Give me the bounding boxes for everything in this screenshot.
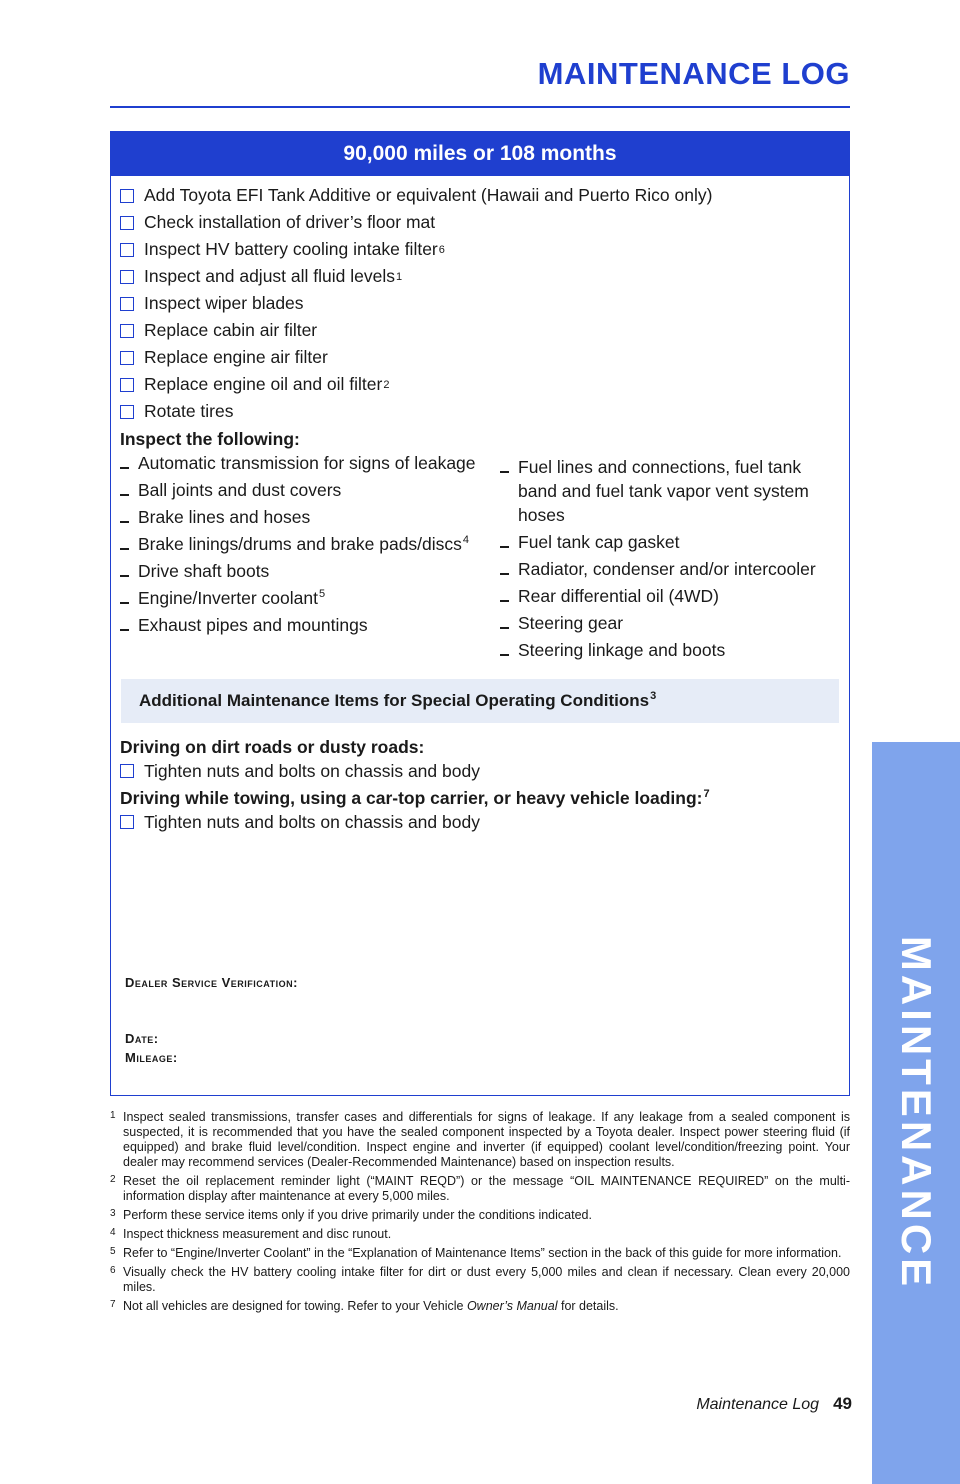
inspect-item (120, 505, 500, 529)
footnote-text: Inspect sealed transmissions, transfer cases and differentials for signs of leakage. If any leakage from a sealed component is suspected, it is recommended that you have the sealed component inspected by a Toyota dealer. Inspect power steering fluid (if equipped) and brake fluid level/condition. Inspect engine and inverter (if equipped) coolant level/condition/freezing point. Your dealer may recommend services (Dealer-Recommended Maintenance) based on inspection results. (123, 1110, 850, 1169)
page-footer (696, 1394, 852, 1414)
condition-heading (111, 786, 849, 810)
task-label: Tighten nuts and bolts on chassis and body (144, 760, 480, 781)
task-item: Inspect and adjust all fluid levels 1 (120, 263, 849, 290)
section-side-tab (872, 742, 960, 1484)
footnote-number: 6 (110, 1265, 116, 1276)
task-label: Replace cabin air filter (144, 320, 318, 340)
footnote (110, 1110, 850, 1170)
footnote-text: Reset the oil replacement reminder light (“MAINT REQD”) or the message “OIL MAINTENANCE REQUIRED” on the multi-information display after maintenance at every 5,000 miles. (123, 1174, 850, 1203)
dash-marker (120, 494, 129, 496)
inspect-item (120, 451, 500, 475)
page-title: MAINTENANCE LOG (537, 56, 850, 91)
task-item: Inspect HV battery cooling intake filter 6 (120, 236, 849, 263)
task-checkbox[interactable] (120, 324, 134, 338)
footnote (110, 1299, 850, 1314)
task-item (120, 182, 849, 209)
inspect-label: Radiator, condenser and/or intercooler (518, 559, 816, 579)
inspect-item (120, 613, 500, 637)
footnote-ref: 3 (650, 690, 657, 703)
footnote-text-part: for details. (557, 1299, 619, 1313)
inspect-label: Fuel tank cap gasket (518, 532, 680, 552)
task-label: Check installation of driver’s floor mat (144, 212, 436, 232)
footnote (110, 1265, 850, 1295)
task-item (120, 290, 849, 317)
footnote-text-part: Not all vehicles are designed for towing. Refer to your Vehicle (123, 1299, 467, 1313)
task-checkbox[interactable] (120, 405, 134, 419)
inspect-heading: Inspect the following: (120, 429, 300, 449)
task-label: Rotate tires (144, 401, 234, 421)
inspect-columns (111, 451, 849, 665)
task-item (120, 398, 849, 425)
task-item (120, 344, 849, 371)
dash-marker (120, 629, 129, 631)
task-checkbox[interactable] (120, 270, 134, 284)
footnote (110, 1208, 850, 1223)
task-label: Tighten nuts and bolts on chassis and body (144, 811, 480, 832)
dash-marker (500, 546, 509, 548)
maintenance-log-box (110, 131, 850, 1096)
inspect-label: Brake lines and hoses (138, 507, 311, 527)
footnote-number: 2 (110, 1174, 116, 1185)
inspect-item (500, 584, 840, 608)
inspect-item (120, 559, 500, 583)
inspect-item (120, 586, 500, 610)
condition-heading-text: Driving while towing, using a car-top carrier, or heavy vehicle loading: (120, 788, 703, 808)
interval-heading: 90,000 miles or 108 months (111, 132, 849, 176)
task-item: Replace engine oil and oil filter 2 (120, 371, 849, 398)
inspect-label: Drive shaft boots (138, 561, 270, 581)
title-rule (110, 106, 850, 108)
inspect-label: Rear differential oil (4WD) (518, 586, 719, 606)
task-checkbox[interactable] (120, 351, 134, 365)
inspect-item (120, 478, 500, 502)
task-checkbox[interactable] (120, 297, 134, 311)
footnote-text (123, 1299, 619, 1314)
inspect-item (120, 532, 500, 556)
dash-marker (500, 573, 509, 575)
inspect-label: Fuel lines and connections, fuel tank band and fuel tank vapor vent system hoses (518, 457, 809, 525)
special-conditions-heading: Additional Maintenance Items for Special Operating Conditions (139, 691, 650, 710)
footnote-number: 3 (110, 1208, 116, 1219)
footnote-number: 5 (110, 1246, 116, 1257)
task-checkbox[interactable] (120, 815, 134, 829)
dash-marker (500, 627, 509, 629)
condition-task (111, 810, 849, 834)
dash-marker (500, 600, 509, 602)
dash-marker (120, 521, 129, 523)
inspect-list-left (120, 451, 500, 665)
task-checkbox[interactable] (120, 189, 134, 203)
task-label: Replace engine oil and oil filter (144, 374, 383, 394)
inspect-label: Ball joints and dust covers (138, 480, 342, 500)
footer-section-label: Maintenance Log (696, 1396, 820, 1413)
footnote-number: 7 (110, 1299, 116, 1310)
inspect-item (500, 557, 840, 581)
footnote (110, 1246, 850, 1261)
footnote-text: Visually check the HV battery cooling intake filter for dirt or dust every 5,000 miles and clean if necessary. Clean every 20,000 miles. (123, 1265, 850, 1294)
mileage-label: Mileage: (125, 1050, 178, 1065)
dealer-verification-label: Dealer Service Verification: (125, 975, 298, 990)
side-tab-label: MAINTENANCE (893, 935, 940, 1291)
task-checkbox[interactable] (120, 378, 134, 392)
dash-marker (120, 575, 129, 577)
task-item (120, 317, 849, 344)
dash-marker (120, 548, 129, 550)
condition-heading (111, 735, 849, 759)
task-label: Inspect wiper blades (144, 293, 304, 313)
task-label: Add Toyota EFI Tank Additive or equivalent (Hawaii and Puerto Rico only) (144, 185, 713, 205)
inspect-item (500, 611, 840, 635)
dash-marker (120, 467, 129, 469)
footnote-ref: 7 (703, 788, 710, 801)
condition-task (111, 759, 849, 783)
footnotes (110, 1110, 850, 1318)
task-checkbox[interactable] (120, 216, 134, 230)
inspect-item (500, 455, 840, 527)
task-label: Inspect HV battery cooling intake filter (144, 239, 438, 259)
inspect-label: Automatic transmission for signs of leakage (138, 453, 476, 473)
dash-marker (120, 602, 129, 604)
footnote-ref: 4 (462, 534, 470, 547)
footnote-number: 4 (110, 1227, 116, 1238)
footnote-text: Perform these service items only if you drive primarily under the conditions indicated. (123, 1208, 592, 1222)
task-checkbox[interactable] (120, 243, 134, 257)
footnote-text: Refer to “Engine/Inverter Coolant” in the “Explanation of Maintenance Items” section in the back of this guide for more information. (123, 1246, 842, 1260)
footnote-number: 1 (110, 1110, 116, 1121)
inspect-label: Steering linkage and boots (518, 640, 726, 660)
footnote (110, 1227, 850, 1242)
inspect-label: Brake linings/drums and brake pads/discs (138, 534, 462, 554)
footnote-ref: 5 (318, 588, 326, 601)
task-checkbox[interactable] (120, 764, 134, 778)
inspect-item (500, 638, 840, 662)
dash-marker (500, 654, 509, 656)
inspect-item (500, 530, 840, 554)
date-label: Date: (125, 1031, 159, 1046)
footnote-text: Inspect thickness measurement and disc runout. (123, 1227, 392, 1241)
owners-manual-title: Owner’s Manual (466, 1299, 558, 1313)
task-label: Inspect and adjust all fluid levels (144, 266, 395, 286)
inspect-label: Steering gear (518, 613, 624, 633)
condition-heading-text: Driving on dirt roads or dusty roads: (120, 737, 425, 757)
inspect-label: Engine/Inverter coolant (138, 588, 318, 608)
task-list (111, 176, 849, 425)
inspect-label: Exhaust pipes and mountings (138, 615, 368, 635)
footnote (110, 1174, 850, 1204)
inspect-list-right (500, 451, 840, 665)
special-conditions-banner (121, 679, 839, 723)
task-item (120, 209, 849, 236)
dash-marker (500, 471, 509, 473)
task-label: Replace engine air filter (144, 347, 328, 367)
page-number: 49 (833, 1394, 852, 1413)
